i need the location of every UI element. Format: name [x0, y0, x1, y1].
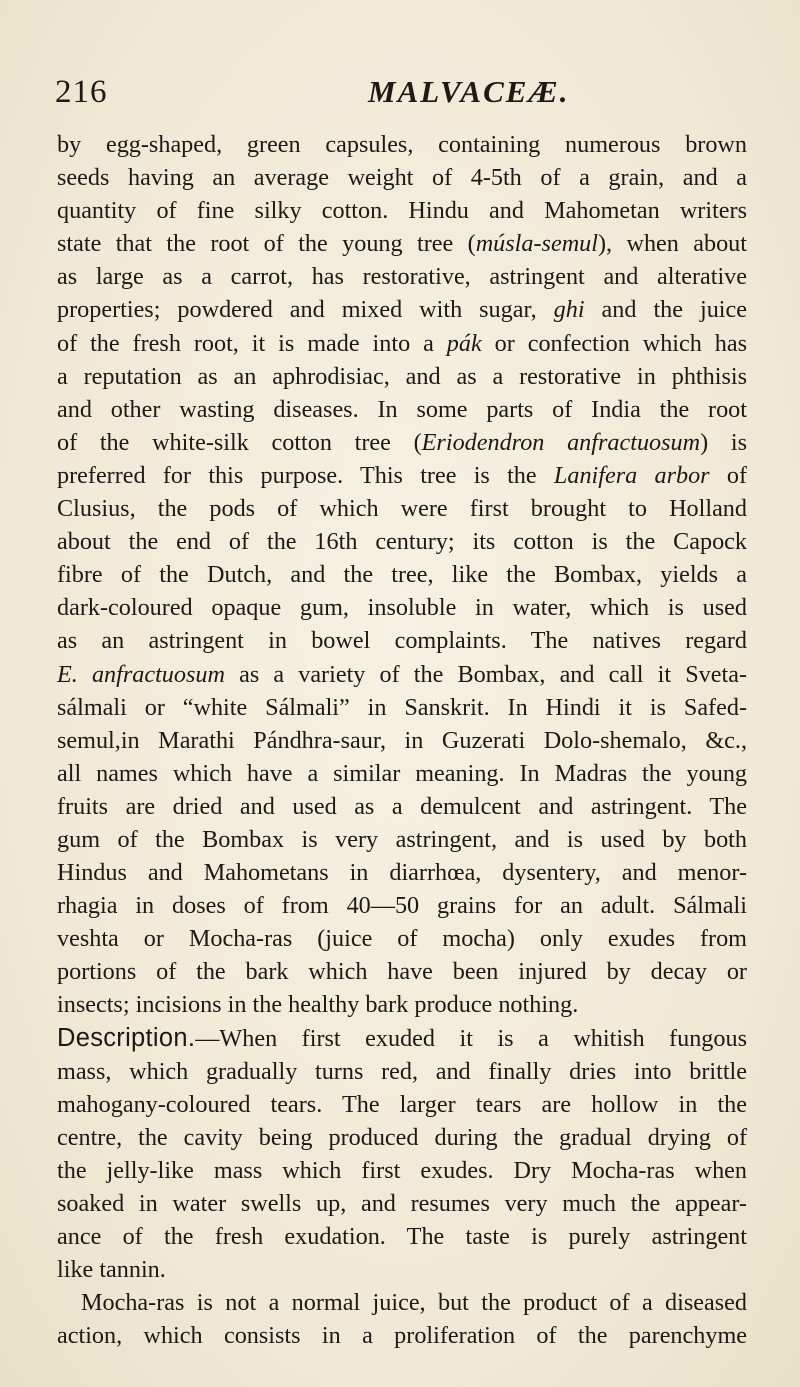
line-text: as large as a carrot, has restorative, astringent and alterative [57, 263, 747, 291]
line-text: mahogany-coloured tears. The larger tears are hollow in the [57, 1090, 747, 1118]
line-text: semul,in Marathi Pándhra-saur, in Guzerati Dolo-shemalo, &c., [57, 726, 747, 754]
line-text: action, which consists in a proliferation of the parenchyme [57, 1322, 747, 1350]
text-line [57, 624, 747, 657]
line-text: of the fresh root, it is made into a [57, 329, 447, 357]
text-line [57, 988, 747, 1021]
italic-term: pák [446, 329, 482, 357]
line-text: ance of the fresh exudation. The taste is purely astringent [57, 1223, 747, 1251]
text-line [57, 1286, 747, 1319]
line-text: as a variety of the Bombax, and call it Sveta- [224, 660, 748, 688]
page-header [55, 74, 745, 114]
text-line [57, 492, 747, 525]
line-text: soaked in water swells up, and resumes very much the appear- [57, 1190, 747, 1217]
line-text: fibre of the Dutch, and the tree, like the Bombax, yields a [57, 561, 747, 589]
text-line [57, 161, 747, 194]
text-line [57, 658, 747, 691]
line-text: Clusius, the pods of which were first brought to Holland [57, 495, 747, 523]
text-line [57, 327, 747, 360]
text-line [57, 591, 747, 624]
line-text: sálmali or “white Sálmali” in Sanskrit. In Hindi it is Safed- [57, 693, 747, 721]
text-line [57, 194, 747, 227]
line-text: all names which have a similar meaning. In Madras the young [57, 759, 747, 787]
line-text: a reputation as an aphrodisiac, and as a restorative in phthisis [57, 362, 747, 390]
text-line [57, 691, 747, 724]
running-head: MALVACEÆ. [368, 74, 570, 109]
text-line [57, 856, 747, 889]
text-line [57, 1121, 747, 1154]
italic-term: Lanifera arbor [553, 461, 710, 489]
text-line [57, 955, 747, 988]
line-text: insects; incisions in the healthy bark produce nothing. [57, 991, 579, 1019]
text-line [57, 227, 747, 260]
text-line [57, 128, 747, 161]
line-text: portions of the bark which have been injured by decay or [57, 958, 747, 986]
line-text: dark-coloured opaque gum, insoluble in water, which is used [57, 594, 747, 622]
line-text: and other wasting diseases. In some parts of India the root [57, 395, 747, 423]
line-text: centre, the cavity being produced during the gradual drying of [57, 1123, 747, 1151]
page-number: 216 [55, 74, 108, 110]
text-line [57, 393, 747, 426]
text-line [57, 889, 747, 922]
line-text: of [709, 461, 747, 489]
italic-term: músla-semul [475, 230, 598, 258]
text-line [57, 1055, 747, 1088]
line-text: by egg-shaped, green capsules, containing numerous brown [57, 131, 747, 158]
italic-term: E. anfractuosum [57, 660, 225, 688]
line-text: state that the root of the young tree ( [57, 230, 476, 258]
text-line [57, 360, 747, 393]
line-text: like tannin. [57, 1256, 166, 1284]
line-text: —When first exuded it is a whitish fungous [195, 1024, 747, 1052]
line-text: quantity of fine silky cotton. Hindu and Mahometan writers [57, 197, 747, 225]
text-line [57, 426, 747, 459]
text-line [57, 1319, 747, 1352]
text-line [57, 1088, 747, 1121]
text-line [57, 790, 747, 823]
text-line [57, 823, 747, 856]
text-line [57, 1220, 747, 1253]
line-text: fruits are dried and used as a demulcent and astringent. The [57, 792, 747, 820]
line-text: gum of the Bombax is very astringent, and is used by both [57, 825, 747, 853]
text-line [57, 922, 747, 955]
text-line [57, 558, 747, 591]
text-line [57, 1154, 747, 1187]
text-line [57, 1187, 747, 1220]
text-line [57, 260, 747, 293]
line-text: and the juice [584, 296, 748, 324]
text-line [57, 1253, 747, 1286]
text-line [57, 1022, 747, 1055]
line-text: the jelly-like mass which first exudes. Dry Mocha-ras when [57, 1156, 747, 1184]
text-line [57, 459, 747, 492]
line-text: properties; powdered and mixed with sugar, [57, 296, 554, 324]
line-text: ) is [700, 428, 747, 456]
line-text: Hindus and Mahometans in diarrhœa, dysentery, and menor- [57, 859, 747, 887]
line-text: as an astringent in bowel complaints. The natives regard [57, 627, 747, 655]
italic-term: Eriodendron anfractuosum [421, 428, 701, 456]
text-line [57, 757, 747, 790]
text-line [57, 724, 747, 757]
line-text: veshta or Mocha-ras (juice of mocha) only exudes from [57, 925, 747, 953]
line-text: mass, which gradually turns red, and finally dries into brittle [57, 1057, 747, 1085]
line-text: Mocha-ras is not a normal juice, but the product of a diseased [81, 1289, 747, 1317]
line-text: or confection which has [481, 329, 748, 357]
line-text: about the end of the 16th century; its cotton is the Capock [57, 528, 747, 556]
text-line [57, 525, 747, 558]
line-text: preferred for this purpose. This tree is the [57, 461, 554, 489]
line-text: rhagia in doses of from 40—50 grains for an adult. Sálmali [57, 892, 747, 920]
text-line [57, 293, 747, 326]
line-text: seeds having an average weight of 4-5th of a grain, and a [57, 164, 747, 192]
line-text: ), when about [597, 230, 747, 258]
section-heading: Description. [57, 1023, 196, 1052]
line-text: of the white-silk cotton tree ( [57, 428, 422, 456]
italic-term: ghi [553, 296, 585, 324]
body-text [57, 128, 747, 1352]
